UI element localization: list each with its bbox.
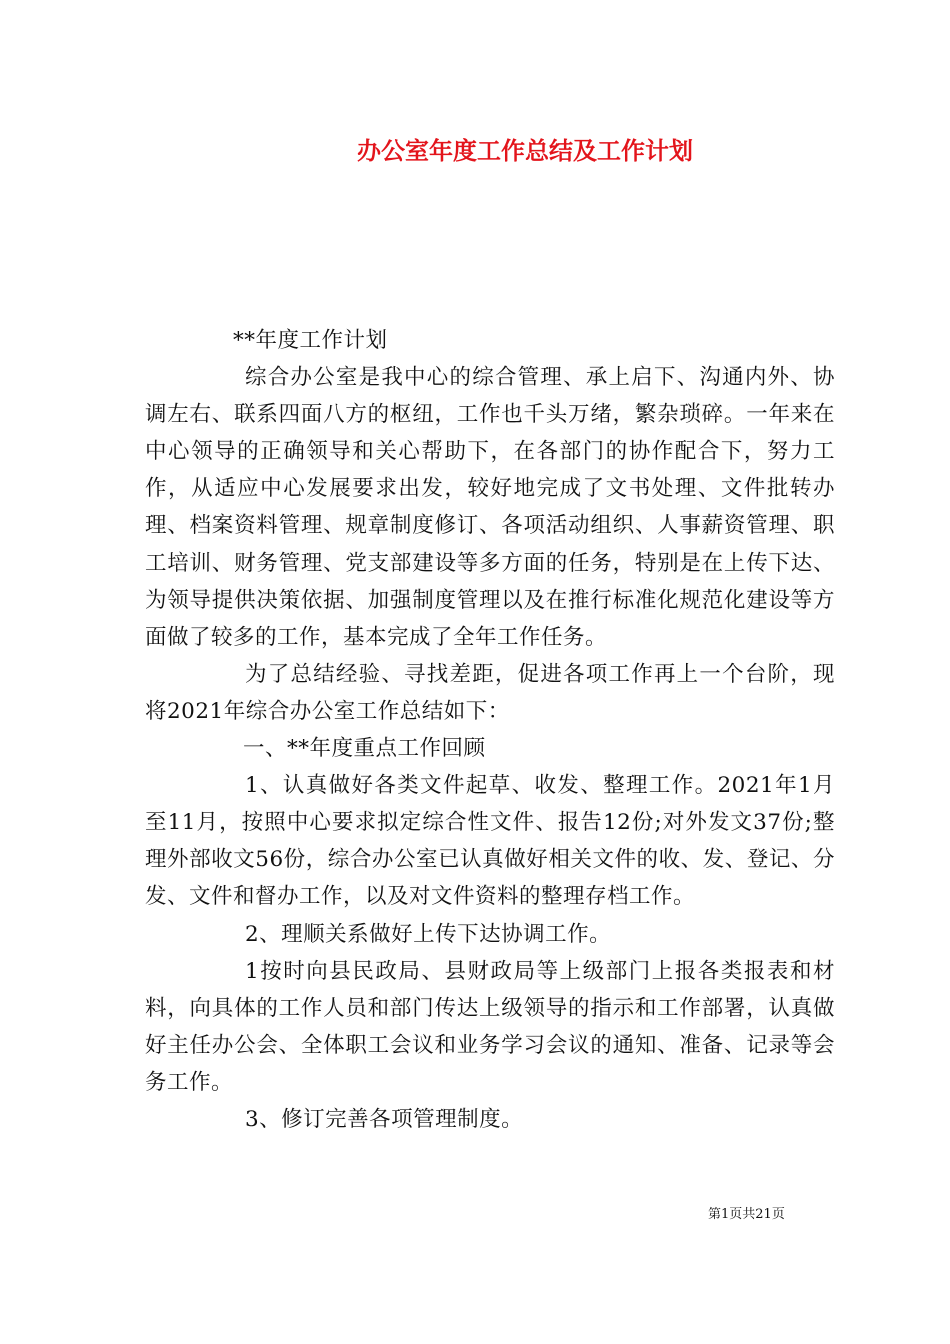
plan-heading: **年度工作计划 — [233, 328, 388, 353]
intro-paragraph: 综合办公室是我中心的综合管理、承上启下、沟通内外、协调左右、联系四面八方的枢纽，工作也千头万绪，繁杂琐碎。一年来在中心领导的正确领导和关心帮助下，在各部门的协作配合下，努力工作，从适应中心发展要求出发，较好地完成了文书处理、文件批转办理、档案资料管理、规章制度修订、各项活动组织、人事薪资管理、职工培训、财务管理、党支部建设等多方面的任务，特别是在上传下达、为领导提供决策依据、加强制度管理以及在推行标准化规范化建设等方面做了较多的工作，基本完成了全年工作任务。 — [145, 365, 835, 650]
item-2-heading: 2、理顺关系做好上传下达协调工作。 — [245, 921, 612, 947]
item-2-paragraph: 1按时向县民政局、县财政局等上级部门上报各类报表和材料，向具体的工作人员和部门传达上级领导的指示和工作部署，认真做好主任办公会、全体职工会议和业务学习会议的通知、准备、记录等会务工作。 — [145, 958, 835, 1095]
page-title: 办公室年度工作总结及工作计划 — [357, 137, 693, 165]
section-heading: 一、**年度重点工作回顾 — [243, 736, 486, 762]
summary-lead-paragraph: 为了总结经验、寻找差距，促进各项工作再上一个台阶，现将2021年综合办公室工作总结如下： — [145, 661, 835, 724]
page-number: 第1页共21页 — [708, 1207, 785, 1222]
document-body — [145, 322, 835, 1138]
item-3-heading: 3、修订完善各项管理制度。 — [245, 1106, 524, 1132]
item-1-paragraph: 1、认真做好各类文件起草、收发、整理工作。2021年1月至11月，按照中心要求拟定综合性文件、报告12份;对外发文37份;整理外部收文56份，综合办公室已认真做好相关文件的收、发、登记、分发、文件和督办工作，以及对文件资料的整理存档工作。 — [145, 773, 835, 910]
